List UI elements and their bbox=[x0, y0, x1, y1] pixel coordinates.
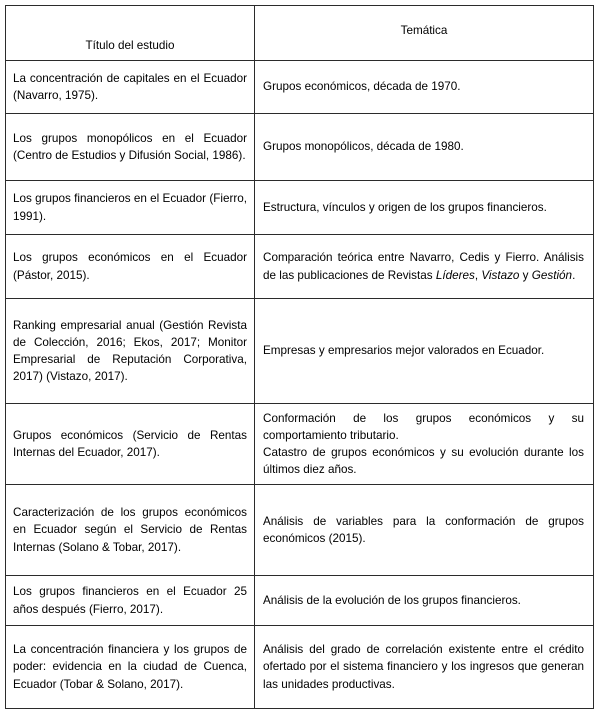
cell-tematica: Grupos económicos, década de 1970. bbox=[255, 61, 594, 114]
cell-paragraph: Conformación de los grupos económicos y su comportamiento tributario. bbox=[263, 411, 584, 442]
cell-titulo: Los grupos financieros en el Ecuador (Fierro, 1991). bbox=[6, 181, 255, 235]
column-header-titulo: Título del estudio bbox=[6, 6, 255, 61]
journal-name: Gestión bbox=[531, 268, 573, 282]
cell-titulo: La concentración financiera y los grupos de poder: evidencia en la ciudad de Cuenca, Ecuador (Tobar & Solano, 2017). bbox=[6, 626, 255, 709]
cell-tematica bbox=[255, 235, 594, 299]
cell-tematica: Estructura, vínculos y origen de los grupos financieros. bbox=[255, 181, 594, 235]
cell-titulo: Los grupos económicos en el Ecuador (Pástor, 2015). bbox=[6, 235, 255, 299]
cell-titulo: Ranking empresarial anual (Gestión Revista de Colección, 2016; Ekos, 2017; Monitor Empresarial de Reputación Corporativa, 2017) (Vistazo, 2017). bbox=[6, 299, 255, 404]
column-header-tematica: Temática bbox=[255, 6, 594, 61]
cell-titulo: Caracterización de los grupos económicos en Ecuador según el Servicio de Rentas Internas (Solano & Tobar, 2017). bbox=[6, 485, 255, 576]
cell-titulo: La concentración de capitales en el Ecuador (Navarro, 1975). bbox=[6, 61, 255, 114]
table-row bbox=[6, 404, 594, 485]
cell-tematica: Análisis del grado de correlación existente entre el crédito ofertado por el sistema financiero y los ingresos que generan las unidades productivas. bbox=[255, 626, 594, 709]
cell-tematica: Análisis de la evolución de los grupos financieros. bbox=[255, 576, 594, 626]
table-header-row bbox=[6, 6, 594, 61]
table-body bbox=[6, 61, 594, 709]
table-row bbox=[6, 235, 594, 299]
cell-titulo: Los grupos monopólicos en el Ecuador (Centro de Estudios y Difusión Social, 1986). bbox=[6, 114, 255, 181]
cell-tematica: Análisis de variables para la conformación de grupos económicos (2015). bbox=[255, 485, 594, 576]
cell-tematica: Empresas y empresarios mejor valorados en Ecuador. bbox=[255, 299, 594, 404]
cell-text-run: . bbox=[572, 268, 576, 282]
journal-name: Líderes bbox=[435, 268, 475, 282]
cell-tematica: Grupos monopólicos, década de 1980. bbox=[255, 114, 594, 181]
table-row bbox=[6, 626, 594, 709]
table-header bbox=[6, 6, 594, 61]
cell-titulo: Los grupos financieros en el Ecuador 25 años después (Fierro, 2017). bbox=[6, 576, 255, 626]
cell-paragraph: Catastro de grupos económicos y su evolución durante los últimos diez años. bbox=[263, 446, 584, 477]
table-row bbox=[6, 114, 594, 181]
table-row bbox=[6, 181, 594, 235]
cell-titulo: Grupos económicos (Servicio de Rentas Internas del Ecuador, 2017). bbox=[6, 404, 255, 485]
studies-table bbox=[5, 5, 594, 709]
table-row bbox=[6, 61, 594, 114]
cell-text-run: , bbox=[474, 268, 482, 282]
cell-tematica bbox=[255, 404, 594, 485]
cell-text-run: y bbox=[519, 268, 532, 282]
table-row bbox=[6, 485, 594, 576]
cell-text-run: Comparación teórica entre Navarro, Cedis y Fierro. Análisis de las publicaciones de Revistas bbox=[263, 251, 584, 282]
journal-name: Vistazo bbox=[481, 268, 520, 282]
table-row bbox=[6, 576, 594, 626]
table-row bbox=[6, 299, 594, 404]
